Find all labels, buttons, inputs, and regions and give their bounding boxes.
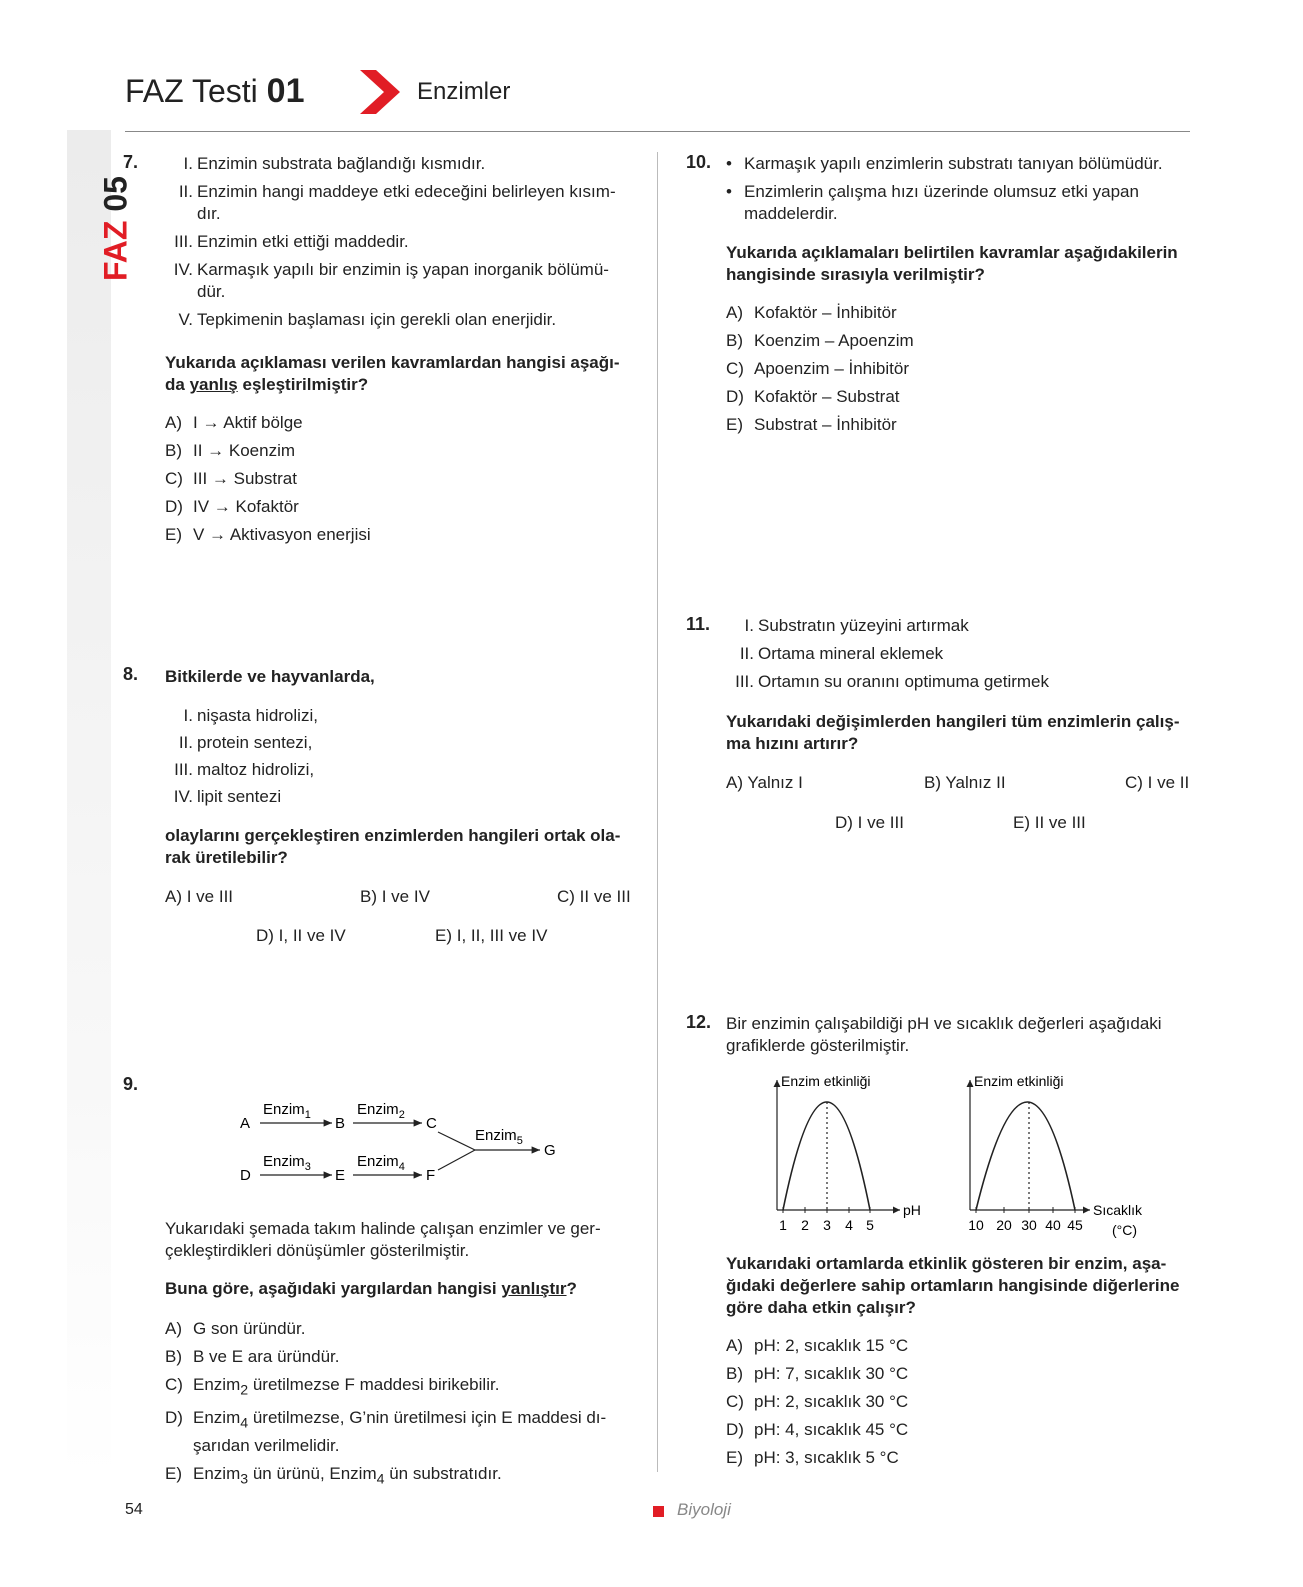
temp-chart-tick-label: 10 [968, 1217, 984, 1233]
question-11-items [726, 615, 1049, 693]
q8-option-d[interactable]: D) I, II ve IV [256, 926, 346, 945]
q8-option-b[interactable]: B) I ve IV [360, 887, 430, 906]
q10-prompt: Yukarıda açıklamaları belirtilen kavramlar aşağıdakilerin hangisinde sırasıyla verilmiştir? [726, 243, 1178, 284]
q10-bullet-2-cont: maddelerdir. [744, 204, 838, 223]
q8-option-a[interactable]: A) I ve III [165, 887, 234, 906]
sidebar-label-number: 05 [97, 176, 134, 212]
footer-square-icon [653, 1506, 664, 1517]
sidebar-label-faz: FAZ [97, 220, 134, 281]
test-number: 01 [266, 72, 305, 110]
question-number-9: 9. [123, 1074, 139, 1094]
title-prefix: FAZ Testi [125, 73, 258, 109]
q10-bullet-1: • Karmaşık yapılı enzimlerin substratı tanıyan bölümüdür. [726, 154, 1163, 173]
enzim2-label: Enzim$_2$ [357, 1101, 405, 1121]
ph-chart-tick-label: 1 [779, 1217, 787, 1233]
temp-chart-tick-label: 45 [1067, 1217, 1083, 1233]
sidebar-strip [67, 130, 111, 1480]
q12-charts [760, 1070, 1180, 1240]
q10-option-a[interactable]: A) Kofaktör – İnhibitör [726, 303, 897, 322]
q11-option-d[interactable]: D) I ve III [835, 813, 904, 832]
q11-item-3: III. Ortamın su oranını optimuma getirmek [735, 672, 1050, 691]
ph-chart-ylabel: Enzim etkinliği [781, 1073, 871, 1089]
q11-option-b[interactable]: B) Yalnız II [924, 773, 1006, 792]
node-b: B [335, 1115, 346, 1132]
q9-options [165, 1318, 635, 1490]
ph-chart-tick-label: 4 [845, 1217, 853, 1233]
q8-prompt: olaylarını gerçekleştiren enzimlerden hangileri ortak ola- rak üretilebilir? [165, 826, 621, 867]
q10-option-d[interactable]: D) Kofaktör – Substrat [726, 387, 900, 406]
q12-option-b[interactable]: B) pH: 7, sıcaklık 30 °C [726, 1364, 909, 1383]
ph-chart [777, 1073, 921, 1233]
page-number: 54 [125, 1501, 143, 1518]
chevron-right-icon [360, 70, 402, 114]
q11-prompt: Yukarıdaki değişimlerden hangileri tüm enzimlerin çalış- ma hızını artırır? [726, 712, 1180, 753]
ph-chart-tick-label: 3 [823, 1217, 831, 1233]
q9-prompt: Buna göre, aşağıdaki yargılardan hangisi yanlıştır? [165, 1279, 577, 1298]
q10-option-b[interactable]: B) Koenzim – Apoenzim [726, 331, 914, 350]
q9-option-d-cont: şarıdan verilmelidir. [193, 1435, 340, 1455]
q11-item-1: I. Substratın yüzeyini artırmak [744, 616, 969, 635]
q7-prompt: Yukarıda açıklaması verilen kavramlardan hangisi aşağı- da yanlış eşleştirilmiştir? [165, 353, 620, 394]
q8-item-4: IV. lipit sentezi [173, 787, 282, 806]
enzim1-label: Enzim$_1$ [263, 1101, 311, 1121]
q9-option-e[interactable]: E) Enzim$_3$ ün ürünü, Enzim$_4$ ün substratıdır. [165, 1463, 502, 1488]
ph-chart-tick-label: 5 [866, 1217, 874, 1233]
enzim5-label: Enzim$_5$ [475, 1127, 523, 1147]
question-number-12: 12. [686, 1012, 712, 1032]
q7-options [165, 412, 371, 546]
q12-prompt: Yukarıdaki ortamlarda etkinlik gösteren bir enzim, aşa- ğıdaki değerlere sahip ortamların hangisinde diğerlerine göre daha etkin çalışır? [726, 1254, 1180, 1317]
q8-intro: Bitkilerde ve hayvanlarda, [165, 667, 375, 686]
q9-option-c[interactable]: C) Enzim$_2$ üretilmezse F maddesi birikebilir. [165, 1375, 500, 1399]
subject-title: Enzimler [417, 78, 511, 105]
enzim3-label: Enzim$_3$ [263, 1153, 311, 1173]
q9-option-b[interactable]: B) B ve E ara üründür. [165, 1347, 340, 1366]
temp-chart-tick-label: 20 [996, 1217, 1012, 1233]
q11-option-e[interactable]: E) II ve III [1013, 813, 1086, 832]
q12-options [726, 1335, 908, 1469]
q7-item-2-cont: dır. [197, 204, 221, 223]
node-d: D [240, 1167, 251, 1184]
q12-option-e[interactable]: E) pH: 3, sıcaklık 5 °C [726, 1448, 899, 1467]
q8-item-3: III. maltoz hidrolizi, [174, 760, 315, 779]
q7-item-4: IV. Karmaşık yapılı bir enzimin iş yapan inorganik bölümü- [173, 260, 609, 279]
temp-chart-curve [976, 1102, 1075, 1210]
node-c: C [426, 1115, 437, 1132]
q11-item-2: II. Ortama mineral eklemek [739, 644, 944, 663]
merge-line-bottom [438, 1150, 475, 1170]
q7-item-2: II. Enzimin hangi maddeye etki edeceğini belirleyen kısım- [178, 182, 616, 201]
ph-chart-xlabel: pH [903, 1202, 921, 1218]
footer-subject: Biyoloji [677, 1500, 731, 1519]
header-divider [125, 131, 1190, 132]
q8-item-2: II. protein sentezi, [178, 733, 313, 752]
q10-bullet-2: • Enzimlerin çalışma hızı üzerinde olumsuz etki yapan [726, 182, 1139, 201]
temp-chart-tick-label: 30 [1021, 1217, 1037, 1233]
node-g: G [544, 1142, 556, 1159]
q7-item-3: III. Enzimin etki ettiği maddedir. [174, 232, 409, 251]
enzyme-pathway-diagram [235, 1092, 565, 1192]
q11-option-c[interactable]: C) I ve II [1125, 773, 1190, 792]
q7-option-a[interactable]: A) I → Aktif bölge [165, 413, 303, 432]
q12-option-c[interactable]: C) pH: 2, sıcaklık 30 °C [726, 1392, 909, 1411]
q8-option-e[interactable]: E) I, II, III ve IV [435, 926, 548, 945]
q12-option-d[interactable]: D) pH: 4, sıcaklık 45 °C [726, 1420, 909, 1439]
q12-intro: Bir enzimin çalışabildiği pH ve sıcaklık değerleri aşağıdaki grafiklerde gösterilmiştir. [726, 1014, 1162, 1055]
q7-item-4-cont: dür. [197, 282, 226, 301]
q8-item-1: I. nişasta hidrolizi, [183, 706, 318, 725]
node-a: A [240, 1115, 251, 1132]
column-divider [657, 152, 658, 1472]
temp-chart-ylabel: Enzim etkinliği [974, 1073, 1064, 1089]
q11-option-a[interactable]: A) Yalnız I [726, 773, 803, 792]
temp-chart-xlabel: Sıcaklık [1093, 1202, 1143, 1218]
q7-item-1: I. Enzimin substrata bağlandığı kısmıdır. [183, 154, 486, 173]
merge-line-top [438, 1132, 475, 1150]
node-e: E [335, 1167, 346, 1184]
page-title [125, 72, 305, 111]
q10-bullets [726, 153, 1191, 225]
question-8-items [165, 705, 318, 808]
enzim4-label: Enzim$_4$ [357, 1153, 405, 1173]
q7-option-e[interactable]: E) V → Aktivasyon enerjisi [165, 525, 371, 544]
q9-option-a[interactable]: A) G son üründür. [165, 1319, 306, 1338]
question-number-10: 10. [686, 152, 712, 172]
node-f: F [426, 1167, 436, 1184]
q9-text: Yukarıdaki şemada takım halinde çalışan enzimler ve ger- çekleştirdikleri dönüşümler gösterilmiştir. [165, 1219, 601, 1260]
q12-option-a[interactable]: A) pH: 2, sıcaklık 15 °C [726, 1336, 909, 1355]
sidebar-label [98, 169, 135, 289]
q10-option-e[interactable]: E) Substrat – İnhibitör [726, 415, 897, 434]
q7-item-5: V. Tepkimenin başlaması için gerekli olan enerjidir. [178, 310, 557, 329]
temperature-chart [968, 1073, 1143, 1238]
question-number-11: 11. [686, 614, 711, 634]
q7-option-d[interactable]: D) IV → Kofaktör [165, 497, 299, 516]
temp-chart-tick-label: 40 [1045, 1217, 1061, 1233]
ph-chart-tick-label: 2 [801, 1217, 809, 1233]
question-number-8: 8. [123, 664, 139, 684]
question-7-items [165, 153, 635, 331]
q10-options [726, 302, 914, 436]
q7-option-c[interactable]: C) III → Substrat [165, 469, 297, 488]
q9-option-d[interactable]: D) Enzim$_4$ üretilmezse, G’nin üretilmesi için E maddesi dı- [165, 1408, 607, 1432]
question-number-7: 7. [123, 152, 139, 172]
temp-chart-xunit: (°C) [1112, 1222, 1138, 1238]
q7-option-b[interactable]: B) II → Koenzim [165, 441, 296, 460]
q10-option-c[interactable]: C) Apoenzim – İnhibitör [726, 359, 909, 378]
q8-option-c[interactable]: C) II ve III [557, 887, 631, 906]
